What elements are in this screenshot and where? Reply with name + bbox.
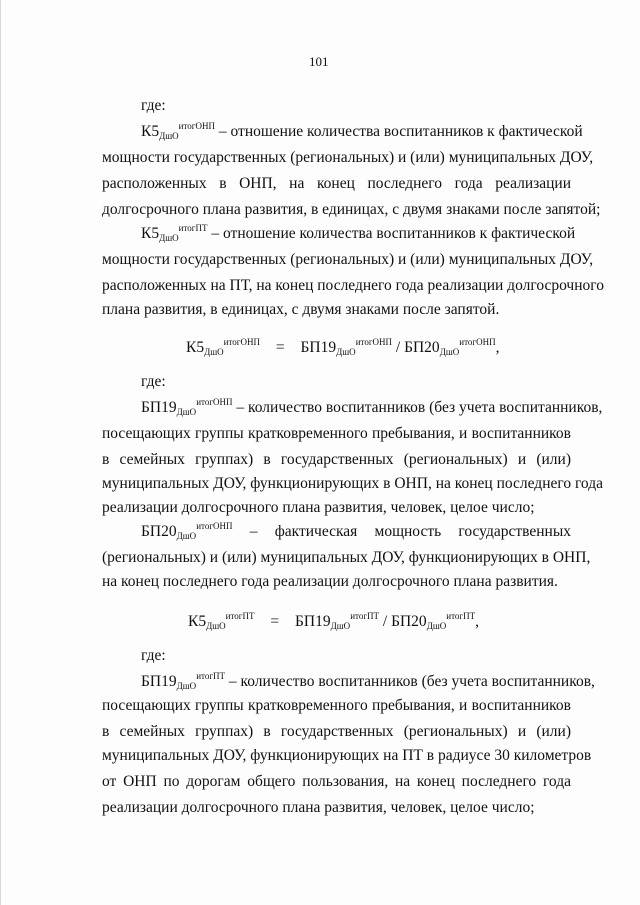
term-bp19: БП19 [141, 399, 177, 416]
def-bp20-onp-line-3: на конец последнего года реализации долгосрочного плана развития. [102, 573, 558, 590]
formula-term-2-sup: итогОНП [459, 337, 496, 347]
def-bp19-pt-line-6: реализации долгосрочного плана развития, человек, целое число; [102, 799, 535, 816]
formula-lhs-sub: ДшО [204, 347, 224, 357]
formula-lhs-sup: итогПТ [225, 611, 255, 621]
formula-end: , [475, 613, 479, 630]
formula-term-1: БП19 [295, 613, 331, 630]
formula-term-2: БП20 [391, 613, 427, 630]
def-k5-onp-line-1 [141, 121, 583, 142]
where-label-1: где: [141, 97, 166, 114]
term-bp20: БП20 [141, 523, 177, 540]
formula-term-2-sup: итогПТ [446, 611, 476, 621]
formula-pt [188, 612, 479, 632]
term-sup: итогПТ [178, 223, 208, 233]
def-k5-pt-line-3: расположенных на ПТ, на конец последнего года реализации долгосрочного [102, 277, 604, 294]
formula-term-2-sub: ДшО [426, 621, 447, 631]
formula-term-2-sub: ДшО [439, 347, 460, 357]
where-label-2: где: [141, 373, 166, 390]
def-bp19-onp-line-2: посещающих группы кратковременного пребывания, и воспитанников [102, 425, 571, 442]
term-sub: ДшО [159, 131, 179, 141]
formula-term-1-sub: ДшО [330, 621, 351, 631]
def-text: – отношение количества воспитанников к фактической [207, 225, 576, 242]
def-bp19-onp-line-1 [141, 397, 603, 418]
def-bp19-pt-line-5: от ОНП по дорогам общего пользования, на конец последнего года [102, 773, 571, 790]
formula-end: , [495, 339, 500, 356]
def-text: – количество воспитанников (без учета воспитанников, [232, 399, 603, 416]
term-sub: ДшО [176, 407, 197, 417]
def-text: – количество воспитанников (без учета воспитанников, [225, 673, 595, 690]
formula-lhs: К5 [186, 339, 205, 356]
def-bp19-onp-line-5: реализации долгосрочного плана развития, человек, целое число; [102, 499, 535, 516]
formula-div: / [379, 613, 392, 630]
term-k5: К5 [141, 123, 160, 140]
def-bp19-pt-line-2: посещающих группы кратковременного пребывания, и воспитанников [102, 697, 571, 714]
def-bp19-pt-line-3: в семейных группах) в государственных (региональных) и (или) [102, 723, 571, 740]
formula-term-2: БП20 [404, 339, 440, 356]
term-sup: итогОНП [196, 521, 233, 531]
def-bp19-pt-line-1 [141, 671, 595, 692]
term-sup: итогОНП [196, 397, 233, 407]
def-text: – фактическая мощность государственных [232, 523, 571, 540]
formula-eq: = [266, 613, 283, 630]
def-bp19-onp-line-3: в семейных группах) в государственных (региональных) и (или) [102, 451, 571, 468]
term-sup: итогОНП [178, 121, 215, 131]
def-bp20-onp-line-1 [141, 522, 571, 542]
def-k5-pt-line-1 [141, 223, 576, 244]
formula-term-1-sup: итогОНП [355, 337, 393, 347]
formula-lhs-sup: итогОНП [223, 337, 260, 347]
def-bp20-onp-line-2: (региональных) и (или) муниципальных ДОУ, функционирующих в ОНП, [102, 549, 591, 566]
where-label-3: где: [141, 647, 166, 664]
def-k5-pt-line-4: плана развития, в единицах, с двумя знаками после запятой. [102, 301, 500, 318]
def-bp19-onp-line-4: муниципальных ДОУ, функционирующих в ОНП, на конец последнего года [102, 475, 604, 492]
term-bp19: БП19 [141, 673, 177, 690]
def-bp19-pt-line-4: муниципальных ДОУ, функционирующих на ПТ в радиусе 30 километров [102, 747, 592, 764]
formula-lhs: К5 [188, 613, 207, 630]
formula-term-1-sub: ДшО [336, 347, 356, 357]
formula-term-1: БП19 [300, 339, 337, 356]
formula-term-1-sup: итогПТ [350, 611, 380, 621]
formula-div: / [392, 339, 405, 356]
def-k5-onp-line-4: долгосрочного плана развития, в единицах, с двумя знаками после запятой; [102, 201, 601, 218]
def-k5-pt-line-2: мощности государственных (региональных) и (или) муниципальных ДОУ, [102, 251, 594, 268]
term-sup: итогПТ [196, 671, 226, 681]
term-sub: ДшО [159, 233, 179, 243]
def-text: – отношение количества воспитанников к фактической [215, 123, 583, 140]
formula-onp [186, 338, 499, 358]
def-k5-onp-line-2: мощности государственных (региональных) и (или) муниципальных ДОУ, [102, 149, 594, 166]
term-k5: К5 [141, 225, 160, 242]
term-sub: ДшО [176, 531, 197, 541]
formula-lhs-sub: ДшО [206, 621, 226, 631]
formula-eq: = [272, 339, 289, 356]
def-k5-onp-line-3: расположенных в ОНП, на конец последнего года реализации [102, 175, 571, 192]
term-sub: ДшО [176, 681, 197, 691]
page-number: 101 [309, 54, 329, 69]
